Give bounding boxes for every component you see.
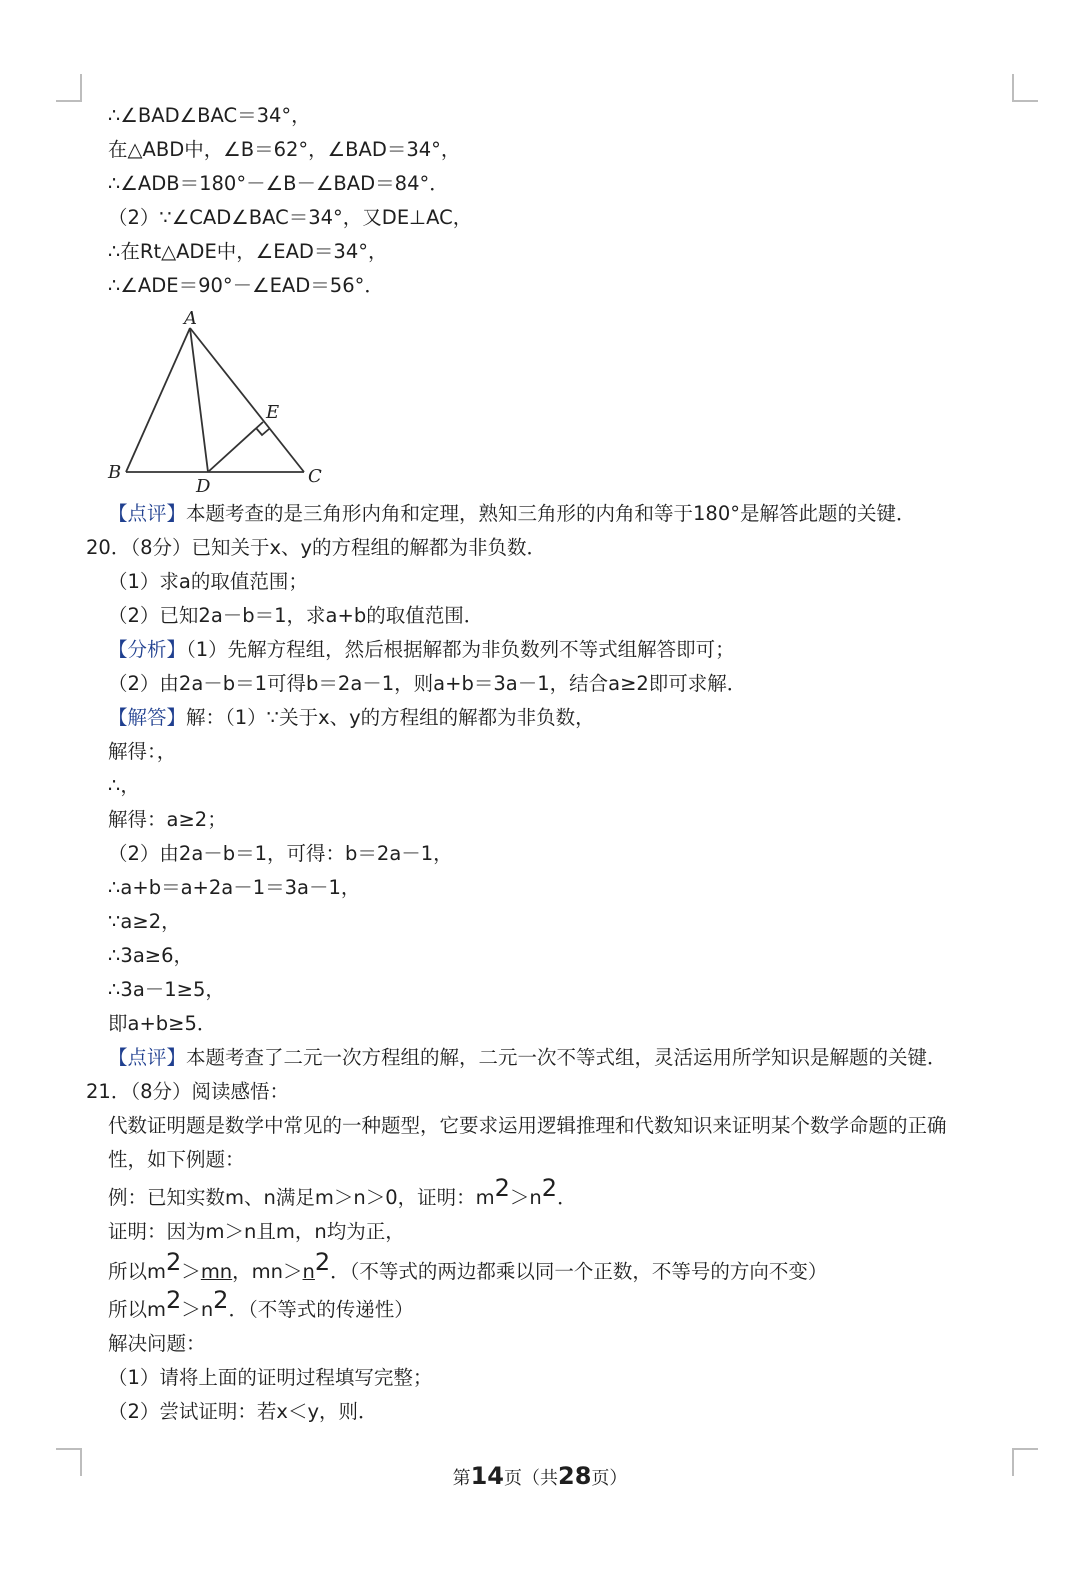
solution-line: （2）∵∠CAD∠BAC＝34°，又DE⊥AC， [108, 206, 473, 229]
page-footer [0, 1462, 1080, 1490]
var-m: m [147, 1260, 167, 1283]
question-20-title: 20．（8分）已知关于x、y的方程组的解都为非负数． [86, 536, 547, 559]
gt-sign: ＞ [509, 1186, 530, 1209]
answer-tag: 【解答】 [108, 706, 187, 729]
answer-step: （2）由2a－b＝1，可得：b＝2a－1， [108, 842, 453, 865]
answer-step: ∴3a≥6， [108, 944, 194, 967]
footer-text: 页） [591, 1468, 628, 1489]
exponent: 2 [541, 1174, 558, 1202]
analysis-text: （1）先解方程组，然后根据解都为非负数列不等式组解答即可； [186, 638, 735, 661]
proof-text: 所以 [108, 1298, 148, 1321]
analysis-tag: 【分析】 [108, 638, 187, 661]
total-pages: 28 [558, 1462, 592, 1490]
question-21-title: 21．（8分）阅读感悟： [86, 1080, 289, 1103]
proof-line [108, 1248, 828, 1286]
answer-step: ∴3a－1≥5， [108, 978, 225, 1001]
triangle-figure [104, 308, 334, 498]
answer-step: ∵a≥2， [108, 910, 181, 933]
paragraph-line: 性，如下例题： [108, 1148, 245, 1171]
comment-tag: 【点评】 [108, 502, 187, 525]
solution-line: ∴∠ADE＝90°－∠EAD＝56°． [108, 274, 384, 297]
answer-step: 解得：a≥2； [108, 808, 227, 831]
period: ． [557, 1186, 577, 1209]
solution-line: 在△ABD中，∠B＝62°，∠BAD＝34°， [108, 138, 461, 161]
exponent: 2 [494, 1174, 510, 1202]
paragraph-line: 代数证明题是数学中常见的一种题型，它要求运用逻辑推理和代数知识来证明某个数学命题的正确 [108, 1114, 947, 1137]
task-line: （1）请将上面的证明过程填写完整； [108, 1366, 433, 1389]
example-line [108, 1174, 577, 1212]
var-m: m [475, 1186, 495, 1209]
proof-line: 证明：因为m＞n且m，n均为正， [108, 1220, 405, 1243]
label-a: A [184, 308, 197, 329]
blank-n: n [302, 1260, 315, 1283]
segment-de [208, 422, 263, 472]
comment-text: 本题考查的是三角形内角和定理，熟知三角形的内角和等于180°是解答此题的关键． [186, 502, 916, 525]
analysis-line: （2）由2a－b＝1可得b＝2a－1，则a+b＝3a－1，结合a≥2即可求解． [108, 672, 747, 695]
analysis-line [108, 636, 735, 664]
var-m: m [147, 1298, 167, 1321]
label-d: D [196, 476, 211, 497]
label-c: C [308, 466, 322, 487]
var-n: n [200, 1298, 214, 1321]
segment-ad [190, 328, 208, 472]
var-n: n [529, 1186, 542, 1209]
crop-mark-top-left [56, 74, 82, 102]
segment-ac [190, 328, 304, 472]
solution-line: ∴∠ADB＝180°－∠B－∠BAD＝84°． [108, 172, 449, 195]
answer-text: 解：（1）∵关于x、y的方程组的解都为非负数， [186, 706, 595, 729]
answer-step: 解得：， [108, 740, 177, 763]
footer-text: 页（共 [504, 1468, 558, 1489]
comment-line [108, 500, 916, 528]
proof-note: ．（不等式的两边都乘以同一个正数，不等号的方向不变） [330, 1260, 828, 1283]
page-number: 14 [470, 1462, 504, 1490]
label-e: E [266, 402, 280, 423]
exponent: 2 [166, 1248, 182, 1276]
example-text: 例：已知实数m、n满足m＞n＞0，证明： [108, 1186, 476, 1209]
question-part: （2）已知2a－b＝1，求a+b的取值范围． [108, 604, 484, 627]
exponent: 2 [166, 1286, 182, 1314]
gt-sign: ＞ [181, 1260, 201, 1283]
comment-text: 本题考查了二元一次方程组的解，二元一次不等式组，灵活运用所学知识是解题的关键． [186, 1046, 947, 1069]
proof-text: ，mn＞ [232, 1260, 303, 1283]
exponent: 2 [213, 1286, 229, 1314]
answer-step: 即a+b≥5． [108, 1012, 217, 1035]
proof-text: 所以 [108, 1260, 148, 1283]
section-label: 解决问题： [108, 1332, 206, 1355]
crop-mark-top-right [1012, 74, 1038, 102]
gt-sign: ＞ [181, 1298, 201, 1321]
proof-note: ．（不等式的传递性） [228, 1298, 414, 1321]
answer-step: ∴， [108, 774, 140, 797]
comment-line [108, 1044, 947, 1072]
blank-mn: mn [200, 1260, 233, 1283]
segment-ab [126, 328, 190, 472]
label-b: B [108, 462, 122, 483]
task-line: （2）尝试证明：若x＜y，则． [108, 1400, 378, 1423]
footer-text: 第 [452, 1468, 471, 1489]
question-part: （1）求a的取值范围； [108, 570, 308, 593]
exponent: 2 [314, 1248, 331, 1276]
proof-line [108, 1286, 414, 1324]
comment-tag: 【点评】 [108, 1046, 187, 1069]
right-angle-mark [256, 428, 269, 435]
answer-line [108, 704, 595, 732]
answer-step: ∴a+b＝a+2a－1＝3a－1， [108, 876, 361, 899]
solution-line: ∴∠BAD∠BAC＝34°， [108, 104, 311, 127]
solution-line: ∴在Rt△ADE中，∠EAD＝34°， [108, 240, 388, 263]
